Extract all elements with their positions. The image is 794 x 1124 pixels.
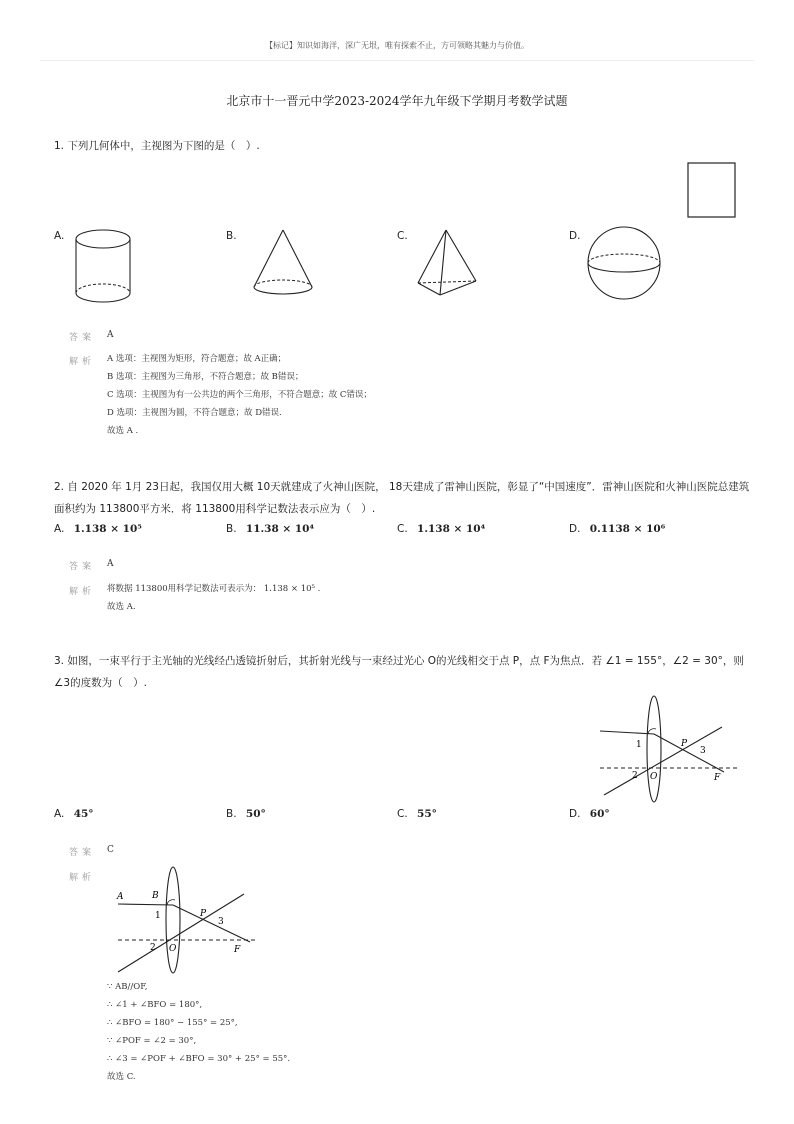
- q3-option-c-value: 55°: [417, 808, 437, 820]
- q3-fig-label-2: 2: [632, 771, 638, 781]
- q1-answer-value: A: [107, 330, 114, 340]
- q2-option-a: [54, 523, 142, 535]
- q3-option-a: [54, 808, 94, 820]
- q1-explanation-line: C 选项：主视图为有一公共边的两个三角形，不符合题意；故 C错误；: [107, 390, 372, 400]
- q1-analysis-label: 解析: [69, 357, 96, 367]
- q3-option-b-value: 50°: [245, 808, 266, 820]
- q2-option-a-letter: A.: [54, 523, 65, 535]
- q1-explanation-line: B 选项：主视图为三角形，不符合题意；故 B错误；: [107, 372, 304, 382]
- cone-figure: [248, 225, 318, 297]
- q3-option-d: [569, 808, 610, 820]
- q1-option-b-label: B.: [226, 230, 237, 242]
- q3-explanation-line: ∴ ∠1 + ∠BFO = 180°,: [107, 1000, 203, 1010]
- q2-explanation-line: 故选 A.: [107, 602, 136, 612]
- q2-stem-line1: 2. 自 2020 年 1月 23日起，我国仅用大概 10天就建成了火神山医院， 18天建成了雷神山医院，彰显了“中国速度”．雷神山医院和火神山医院总建筑: [54, 481, 750, 493]
- q3-analysis-label-o: O: [169, 944, 177, 954]
- q2-answer-label: 答案: [69, 562, 96, 572]
- q3-fig-label-p: P: [681, 739, 688, 749]
- q2-option-d: [569, 523, 665, 535]
- q3-analysis-label-2: 2: [150, 943, 156, 953]
- q3-analysis-label-p: P: [200, 909, 207, 919]
- pyramid-figure: [412, 225, 484, 300]
- sphere-figure: [586, 225, 664, 303]
- q3-explanation-line: ∵ AB//OF,: [107, 982, 148, 992]
- q3-answer-label: 答案: [69, 848, 96, 858]
- q1-answer-label: 答案: [69, 333, 96, 343]
- q3-explanation-line: ∵ ∠POF = ∠2 = 30°,: [107, 1036, 197, 1046]
- q2-answer-value: A: [107, 559, 114, 569]
- q3-explanation-line: ∴ ∠3 = ∠POF + ∠BFO = 30° + 25° = 55°.: [107, 1054, 291, 1064]
- q2-option-b: [226, 523, 314, 535]
- q2-option-b-value: 11.38 × 10⁴: [245, 523, 315, 535]
- header-divider: [40, 60, 754, 61]
- q1-explanation-line: A 选项：主视图为矩形，符合题意；故 A正确；: [107, 354, 287, 364]
- q3-analysis-label-1: 1: [155, 911, 161, 921]
- q3-stem: [54, 650, 744, 694]
- q3-option-d-value: 60°: [589, 808, 610, 820]
- q2-option-d-value: 0.1138 × 10⁶: [589, 523, 666, 535]
- q3-option-c: [397, 808, 437, 820]
- header-note: 【标记】知识如海洋，深广无垠，唯有探索不止，方可领略其魅力与价值。: [265, 41, 529, 50]
- q3-option-b: [226, 808, 266, 820]
- q1-explanation-line: D 选项：主视图为圆，不符合题意；故 D错误.: [107, 408, 282, 418]
- q3-fig-label-o: O: [650, 772, 658, 782]
- q2-stem-line2: 面积约为 113800平方米．将 113800用科学记数法表示应为（ ）.: [54, 503, 376, 515]
- q1-option-d-label: D.: [569, 230, 581, 242]
- q2-explanation: [107, 580, 320, 616]
- q3-stem-line2: ∠3的度数为（ ）.: [54, 677, 147, 689]
- q3-fig-label-f: F: [714, 773, 721, 783]
- q2-option-d-letter: D.: [569, 523, 581, 535]
- q1-stem: 1. 下列几何体中，主视图为下图的是（ ）.: [54, 140, 260, 152]
- q2-option-c: [397, 523, 485, 535]
- q1-explanation: [107, 350, 372, 440]
- q3-explanation-line: ∴ ∠BFO = 180° − 155° = 25°,: [107, 1018, 238, 1028]
- q2-option-c-value: 1.138 × 10⁴: [417, 523, 486, 535]
- q3-analysis-label-3: 3: [218, 917, 224, 927]
- q2-option-b-letter: B.: [226, 523, 237, 535]
- q3-option-a-value: 45°: [73, 808, 94, 820]
- q3-analysis-figure: [112, 866, 262, 978]
- q3-option-c-letter: C.: [397, 808, 408, 820]
- q3-explanation-line: 故选 C.: [107, 1072, 136, 1082]
- q1-option-c-label: C.: [397, 230, 408, 242]
- q3-stem-line1: 3. 如图，一束平行于主光轴的光线经凸透镜折射后，其折射光线与一束经过光心 O的光线相交于点 P，点 F为焦点．若 ∠1 = 155°，∠2 = 30°，则: [54, 655, 744, 667]
- q1-explanation-line: 故选 A .: [107, 426, 139, 436]
- q1-front-view-square: [687, 162, 737, 218]
- q3-option-d-letter: D.: [569, 808, 581, 820]
- q2-explanation-line: 将数据 113800用科学记数法可表示为： 1.138 × 10⁵ .: [107, 584, 321, 594]
- q2-option-a-value: 1.138 × 10⁵: [73, 523, 142, 535]
- page-title: 北京市十一晋元中学2023-2024学年九年级下学期月考数学试题: [226, 94, 568, 108]
- q3-analysis-label-b: B: [152, 891, 159, 901]
- q3-answer-value: C: [107, 845, 114, 855]
- q2-analysis-label: 解析: [69, 587, 96, 597]
- q3-lens-figure: [598, 695, 740, 807]
- q3-fig-label-1: 1: [636, 740, 642, 750]
- q2-option-c-letter: C.: [397, 523, 408, 535]
- q2-stem: [54, 476, 750, 520]
- q3-fig-label-3: 3: [700, 746, 706, 756]
- q3-analysis-label-f: F: [234, 945, 241, 955]
- q3-analysis-label: 解析: [69, 873, 96, 883]
- q3-explanation: [107, 978, 290, 1086]
- cylinder-figure: [70, 225, 136, 307]
- q3-analysis-label-a: A: [117, 892, 124, 902]
- q3-option-a-letter: A.: [54, 808, 65, 820]
- q1-option-a-label: A.: [54, 230, 65, 242]
- q3-option-b-letter: B.: [226, 808, 237, 820]
